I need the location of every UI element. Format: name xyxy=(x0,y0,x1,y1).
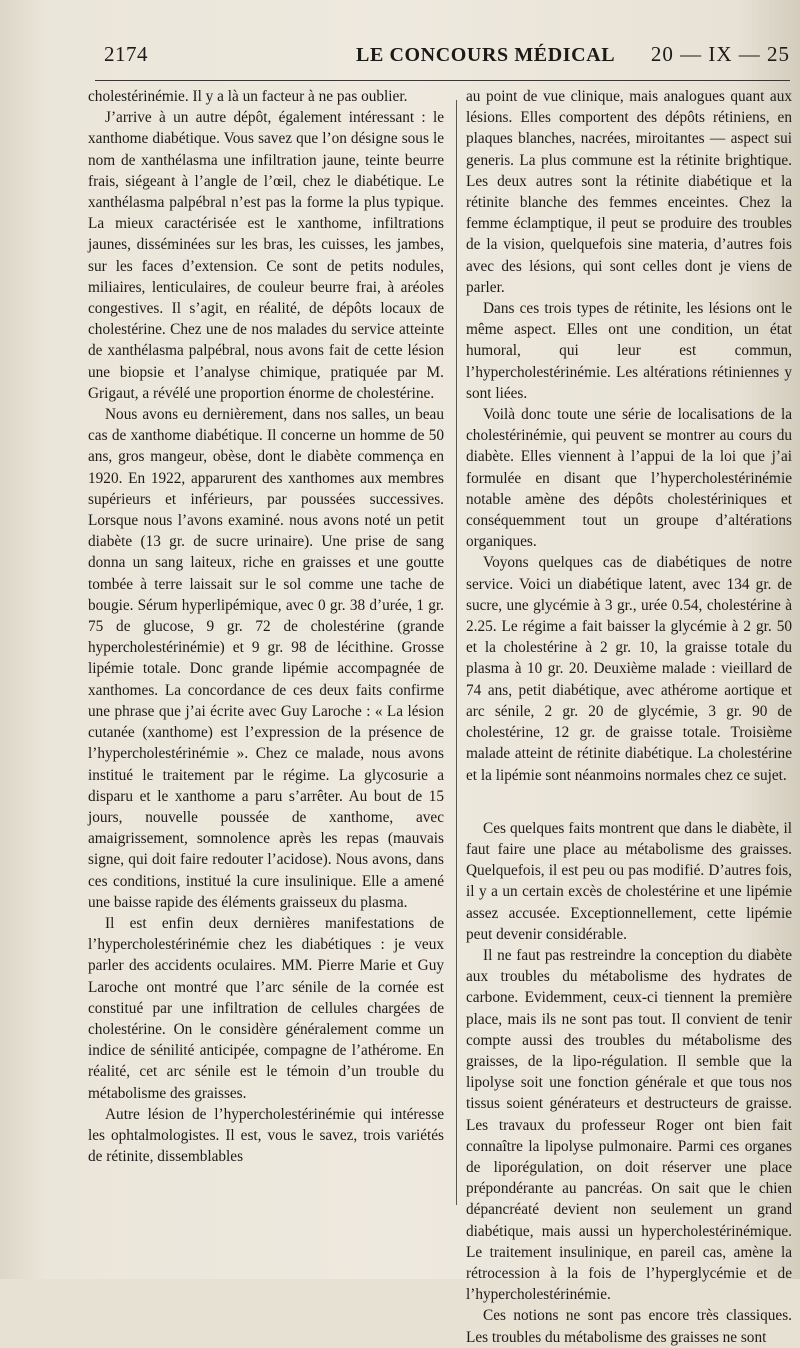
column-divider xyxy=(456,100,457,1205)
page-number: 2174 xyxy=(104,42,148,66)
paragraph: au point de vue clinique, mais analogues quant aux lésions. Elles comportent des dépôts rétiniens, en plaques blanches, nacrées, miroitantes — aspect sui generis. La plus commune est la rétinite brightique. Les deux autres sont la rétinite diabétique et la rétinite blanche des femmes enceintes. Chez la femme éclamptique, il peut se produire des troubles de la vision, quelquefois sine materia, d’autres fois avec des lésions, qui sont celles dont je viens de parler. xyxy=(466,88,792,296)
paragraph: J’arrive à un autre dépôt, également intéressant : le xanthome diabétique. Vous savez que l’on désigne sous le nom de xanthélasma une infiltration jaune, teinte beurre frais, siégeant à l’angle de l’œil, chez le diabétique. Le xanthélasma palpébral n’est pas la forme la plus typique. La mieux caractérisée est le xanthome, infiltrations jaunes, disséminées sur les bras, les cuisses, les jambes, sur les faces d’extension. Ce sont de petits nodules, miliaires, lenticulaires, de couleur beurre frai, à aréoles congestives. Il s’agit, en réalité, de dépôts locaux de cholestérine. Chez une de nos malades du service atteinte de xanthélasma palpébral, nous avons fait de cette lésion une biopsie et l’analyse chimique, pratiquée par M. Grigaut, a révélé une proportion énorme de cholestérine. xyxy=(88,109,444,402)
paragraph: Voilà donc toute une série de localisations de la cholestérinémie, qui peuvent se montrer au cours du diabète. Elles viennent à l’appui de la loi que j’ai formulée en disant que l’hypercholestérinémie notable amène des dépôts cholestériniques et conséquemment tout un groupe d’altérations organiques. xyxy=(466,406,792,551)
right-column xyxy=(466,86,792,1348)
paragraph: Il ne faut pas restreindre la conception du diabète aux troubles du métabolisme des hydrates de carbone. Evidemment, ceux-ci tiennent la première place, mais ils ne sont pas tout. Il convient de tenir compte aussi des troubles du métabolisme des graisses, de la lipo-régulation. Il semble que la lipolyse soit une fonction générale et que tous nos tissus soient générateurs et destructeurs de graisse. Les travaux du professeur Roger ont bien fait connaître la lipolyse pulmonaire. Parmi ces organes de liporégulation, on doit réserver une place prépondérante au pancréas. On sait que le chien dépancréaté devient non seulement un grand diabétique, mais aussi un hypercholestérinémique. Le traitement insulinique, en pareil cas, amène la rétrocession à la fois de l’hyperglycémie et de l’hypercholestérinémie. xyxy=(466,946,792,1304)
paragraph: Dans ces trois types de rétinite, les lésions ont le même aspect. Elles ont une condition, un état humoral, qui leur est commun, l’hypercholestérinémie. Les altérations rétiniennes y sont liées. xyxy=(466,300,792,402)
page-header xyxy=(100,40,790,70)
left-column xyxy=(88,86,444,1167)
issue-date: 20 — IX — 25 xyxy=(650,42,790,66)
paragraph: Voyons quelques cas de diabétiques de notre service. Voici un diabétique latent, avec 134 gr. de sucre, une glycémie à 3 gr., urée 0.54, cholestérine à 2.25. Le régime a fait baisser la glycémie à 2 gr. 50 et la cholestérine à 2 gr. 10, la graisse totale du plasma à 10 gr. 20. Deuxième malade : vieillard de 74 ans, petit diabétique, avec athérome aortique et arc sénile, 2 gr. 20 de glycémie, 3 gr. 90 de cholestérine, 12 gr. de graisse totale. Troisième malade atteint de rétinite diabétique. La cholestérine et la lipémie sont néanmoins normales chez ce sujet. xyxy=(466,554,792,784)
header-rule xyxy=(95,80,790,81)
paragraph: Ces notions ne sont pas encore très classiques. Les troubles du métabolisme des graisses ne sont xyxy=(466,1307,792,1346)
paragraph: Ces quelques faits montrent que dans le diabète, il faut faire une place au métabolisme des graisses. Quelquefois, il est peu ou pas modifié. D’autres fois, il y a un certain excès de cholestérine et une lipémie assez accusée. Exceptionnellement, cette lipémie peut devenir considérable. xyxy=(466,819,792,943)
paragraph: Nous avons eu dernièrement, dans nos salles, un beau cas de xanthome diabétique. Il concerne un homme de 50 ans, gros mangeur, obèse, dont le diabète commença en 1920. En 1922, apparurent des xanthomes aux membres supérieurs et inférieurs, par poussées successives. Lorsque nous l’avons examiné. nous avons noté un petit diabète (13 gr. de sucre urinaire). Une prise de sang donna un sang laiteux, riche en graisses et une goutte tombée à terre laissait sur le sol comme une tache de bougie. Sérum hyperlipémique, avec 0 gr. 38 d’urée, 1 gr. 75 de glucose, 9 gr. 72 de cholestérine (grande hypercholestérinémie) et 9 gr. 98 de lécithine. Grosse lipémie totale. Donc grande lipémie accompagnée de xanthomes. La concordance de ces deux faits confirme une phrase que j’ai écrite avec Guy Laroche : « La lésion cutanée (xanthome) est l’expression de la présence de l’hypercholestérinémie ». Chez ce malade, nous avons institué le traitement par le régime. La glycosurie a disparu et le xanthome a paru s’arrêter. Au bout de 15 jours, nouvelle poussée de xanthome, avec amaigrissement, somnolence après les repas (mauvais signe, qui doit faire redouter l’acidose). Nous avons, dans ces conditions, institué la cure insulinique. Elle a amené une baisse rapide des éléments graisseux du plasma. xyxy=(88,406,444,911)
paragraph: Autre lésion de l’hypercholestérinémie qui intéresse les ophtalmologistes. Il est, vous le savez, trois variétés de rétinite, dissemblables xyxy=(88,1105,444,1166)
paragraph: Il est enfin deux dernières manifestations de l’hypercholestérinémie chez les diabétiques : je veux parler des accidents oculaires. MM. Pierre Marie et Guy Laroche ont montré que l’arc sénile de la cornée est constitué par une infiltration de cellules chargées de cholestérine. On le considère généralement comme un indice de sénilité anticipée, compagne de l’athérome. En réalité, cet arc sénile est le témoin d’un trouble du métabolisme des graisses. xyxy=(88,914,444,1102)
paragraph: cholestérinémie. Il y a là un facteur à ne pas oublier. xyxy=(88,88,408,105)
journal-title: LE CONCOURS MÉDICAL xyxy=(356,44,616,66)
